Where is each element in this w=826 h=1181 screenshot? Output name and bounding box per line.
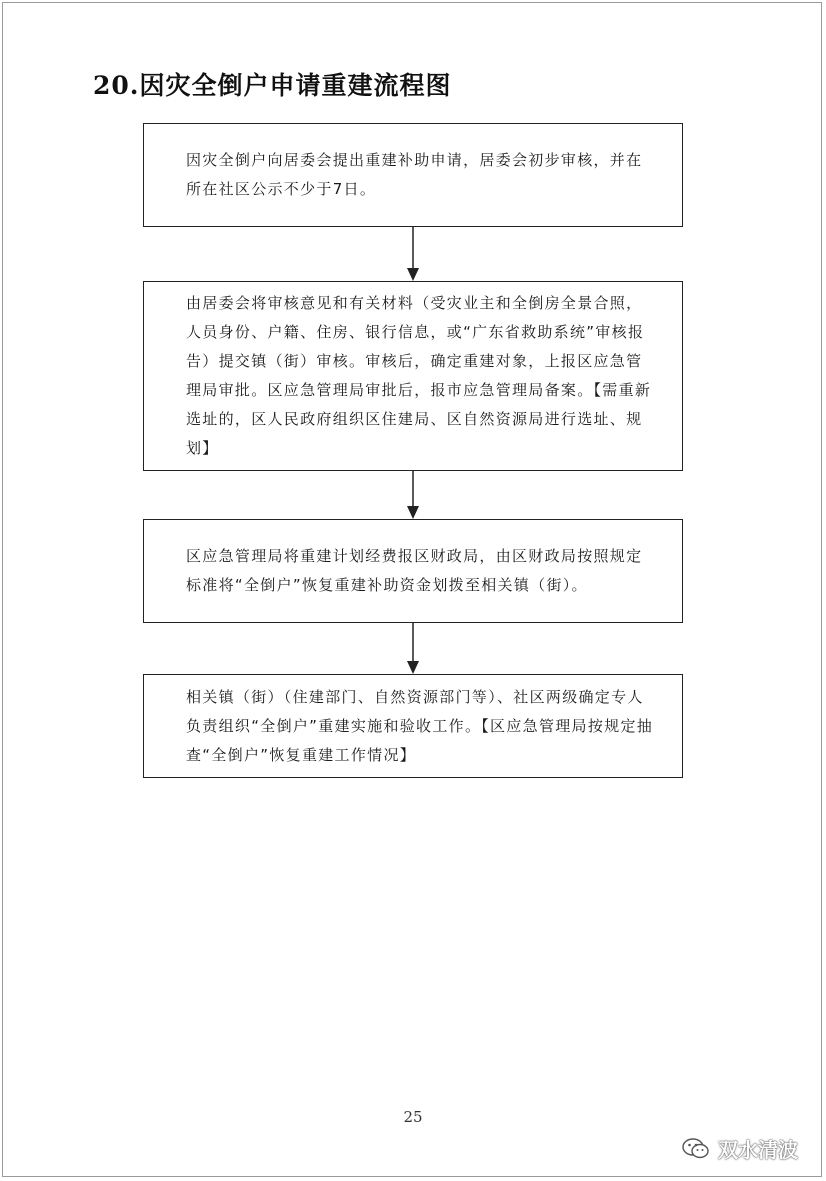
flow-step-4-text: 相关镇（街）（住建部门、自然资源部门等）、社区两级确定专人负责组织“全倒户”重建实施和验收工作。【区应急管理局按规定抽查“全倒户”恢复重建工作情况】 [186, 687, 654, 764]
watermark [682, 1134, 798, 1163]
page-title: 20.因灾全倒户申请重建流程图 [93, 71, 452, 100]
flow-step-1 [143, 123, 683, 227]
flow-step-3-text: 区应急管理局将重建计划经费报区财政局，由区财政局按照规定标准将“全倒户”恢复重建补助资金划拨至相关镇（街）。 [186, 547, 643, 594]
flow-step-1-text: 因灾全倒户向居委会提出重建补助申请，居委会初步审核，并在所在社区公示不少于7日。 [186, 151, 643, 198]
flow-step-4 [143, 674, 683, 778]
page-number: 25 [403, 1108, 423, 1126]
flow-step-2 [143, 281, 683, 471]
watermark-text: 双水清波 [718, 1138, 798, 1162]
flow-step-3 [143, 519, 683, 623]
flow-step-2-text: 由居委会将审核意见和有关材料（受灾业主和全倒房全景合照，人员身份、户籍、住房、银行信息，或“广东省救助系统”审核报告）提交镇（街）审核。审核后，确定重建对象，上报区应急管理局审批。区应急管理局审批后，报市应急管理局备案。【需重新选址的，区人民政府组织区住建局、区自然资源局进行选址、规划】 [186, 294, 652, 457]
wechat-icon [682, 1137, 710, 1161]
